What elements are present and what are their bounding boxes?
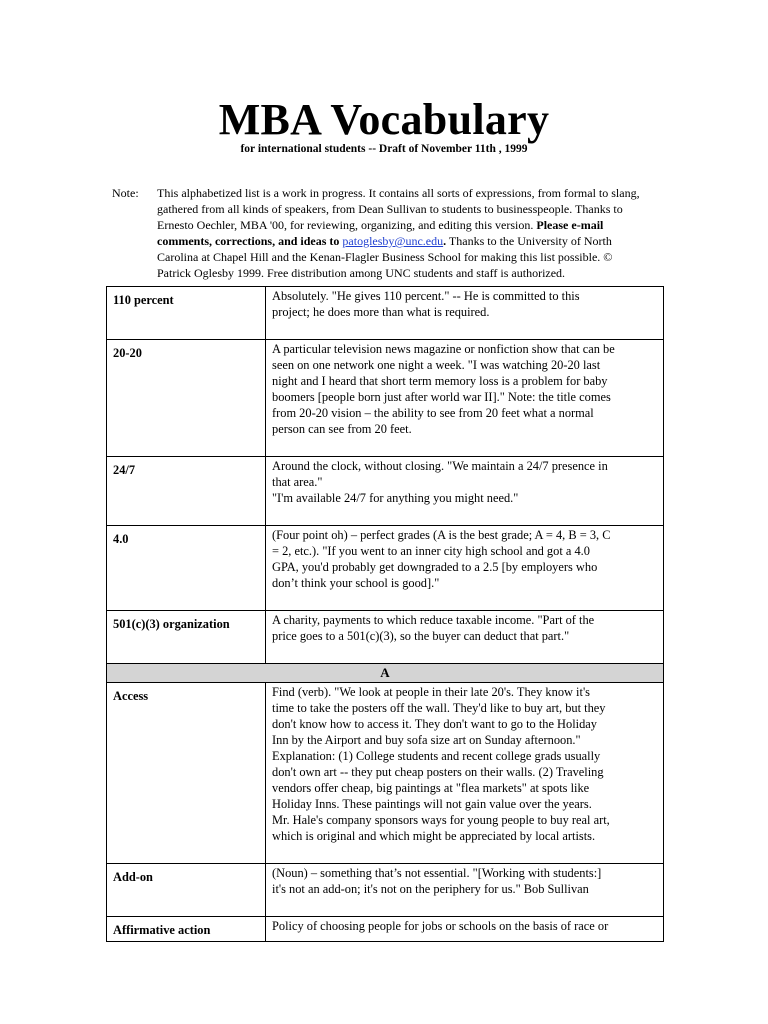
vocab-entry-row	[107, 611, 664, 664]
note-first-line	[112, 185, 672, 201]
definition-line: Inn by the Airport and buy sofa size art on Sunday afternoon."	[272, 733, 581, 747]
definition-line: seen on one network one night a week. "I was watching 20-20 last	[272, 358, 601, 372]
definition-line: don’t think your school is good]."	[272, 576, 440, 590]
definition-line: Explanation: (1) College students and recent college grads usually	[272, 749, 601, 763]
note-request-bold-cont: comments, corrections, and ideas to	[157, 234, 343, 248]
vocab-entry-row	[107, 340, 664, 457]
note-request-bold: Please e-mail	[536, 218, 604, 232]
definition-line: (Four point oh) – perfect grades (A is the best grade; A = 4, B = 3, C	[272, 528, 611, 542]
vocab-entry-row	[107, 526, 664, 611]
definition-line: don't own art -- they put cheap posters on their walls. (2) Traveling	[272, 765, 604, 779]
definition-spacer	[272, 506, 658, 522]
vocab-definition	[266, 340, 664, 457]
note-line: This alphabetized list is a work in progress. It contains all sorts of expressions, from formal to slang,	[157, 186, 640, 200]
section-header-row	[107, 664, 664, 683]
vocab-definition	[266, 457, 664, 526]
vocab-term: 501(c)(3) organization	[107, 611, 266, 664]
email-period: .	[443, 234, 447, 248]
definition-line: boomers [people born just after world war II]." Note: the title comes	[272, 390, 611, 404]
vocab-term: Access	[107, 683, 266, 864]
note-paragraph	[112, 185, 672, 281]
vocab-definition	[266, 917, 664, 942]
definition-line: Holiday Inns. These paintings will not gain value over the years.	[272, 797, 592, 811]
definition-line: Policy of choosing people for jobs or schools on the basis of race or	[272, 919, 609, 933]
vocab-definition	[266, 611, 664, 664]
vocab-term: 20-20	[107, 340, 266, 457]
vocab-term: 110 percent	[107, 287, 266, 340]
document-subtitle: for international students -- Draft of November 11th , 1999	[240, 143, 528, 155]
note-thanks-text: Thanks to the University of North	[446, 234, 612, 248]
note-line: Patrick Oglesby 1999. Free distribution among UNC students and staff is authorized.	[157, 266, 566, 280]
definition-line: A particular television news magazine or nonfiction show that can be	[272, 342, 615, 356]
definition-line: from 20-20 vision – the ability to see from 20 feet what a normal	[272, 406, 594, 420]
vocab-entry-row	[107, 287, 664, 340]
vocab-term: Add-on	[107, 864, 266, 917]
vocab-definition	[266, 287, 664, 340]
vocab-entry-row	[107, 917, 664, 942]
email-link[interactable]: patoglesby@unc.edu	[342, 234, 444, 248]
definition-line: don't know how to access it. They don't want to go to the Holiday	[272, 717, 597, 731]
definition-spacer	[272, 437, 658, 453]
document-title: MBA Vocabulary	[218, 95, 550, 144]
definition-line: it's not an add-on; it's not on the periphery for us." Bob Sullivan	[272, 882, 589, 896]
definition-line: which is original and which might be appreciated by local artists.	[272, 829, 596, 843]
note-line: gathered from all kinds of speakers, from Dean Sullivan to students to businesspeople. Thanks to	[157, 202, 623, 216]
vocab-entry-row	[107, 864, 664, 917]
vocab-definition	[266, 526, 664, 611]
section-letter: A	[107, 664, 664, 683]
note-line-text: Ernesto Oechler, MBA '00, for reviewing, organizing, and editing this version.	[157, 218, 537, 232]
definition-line: price goes to a 501(c)(3), so the buyer can deduct that part."	[272, 629, 570, 643]
vocab-definition	[266, 683, 664, 864]
note-line: Carolina at Chapel Hill and the Kenan-Flagler Business School for making this list possible. ©	[157, 250, 613, 264]
definition-spacer	[272, 320, 658, 336]
definition-line: = 2, etc.). "If you went to an inner city high school and got a 4.0	[272, 544, 590, 558]
vocab-entry-row	[107, 683, 664, 864]
definition-line: night and I heard that short term memory loss is a problem for baby	[272, 374, 608, 388]
note-line-with-request	[112, 217, 672, 233]
definition-line: A charity, payments to which reduce taxable income. "Part of the	[272, 613, 595, 627]
definition-line: that area."	[272, 475, 323, 489]
definition-line: Mr. Hale's company sponsors ways for young people to buy real art,	[272, 813, 610, 827]
definition-line: project; he does more than what is required.	[272, 305, 490, 319]
vocab-entry-row	[107, 457, 664, 526]
definition-line: "I'm available 24/7 for anything you might need."	[272, 491, 519, 505]
definition-spacer	[272, 897, 658, 913]
vocabulary-table-body	[107, 287, 664, 942]
definition-line: person can see from 20 feet.	[272, 422, 412, 436]
definition-line: GPA, you'd probably get downgraded to a 2.5 [by employers who	[272, 560, 598, 574]
definition-line: time to take the posters off the wall. They'd like to buy art, but they	[272, 701, 606, 715]
note-label: Note:	[112, 186, 139, 200]
definition-spacer	[272, 591, 658, 607]
definition-line: vendors offer cheap, big paintings at "flea markets" at spots like	[272, 781, 590, 795]
definition-spacer	[272, 844, 658, 860]
vocab-term: Affirmative action	[107, 917, 266, 942]
definition-spacer	[272, 644, 658, 660]
vocab-term: 4.0	[107, 526, 266, 611]
definition-line: Around the clock, without closing. "We maintain a 24/7 presence in	[272, 459, 608, 473]
note-line-with-email	[112, 233, 672, 249]
definition-line: Find (verb). "We look at people in their late 20's. They know it's	[272, 685, 590, 699]
vocab-term: 24/7	[107, 457, 266, 526]
definition-line: Absolutely. "He gives 110 percent." -- He is committed to this	[272, 289, 580, 303]
vocab-definition	[266, 864, 664, 917]
definition-line: (Noun) – something that’s not essential. "[Working with students:]	[272, 866, 602, 880]
vocabulary-table	[106, 286, 664, 942]
